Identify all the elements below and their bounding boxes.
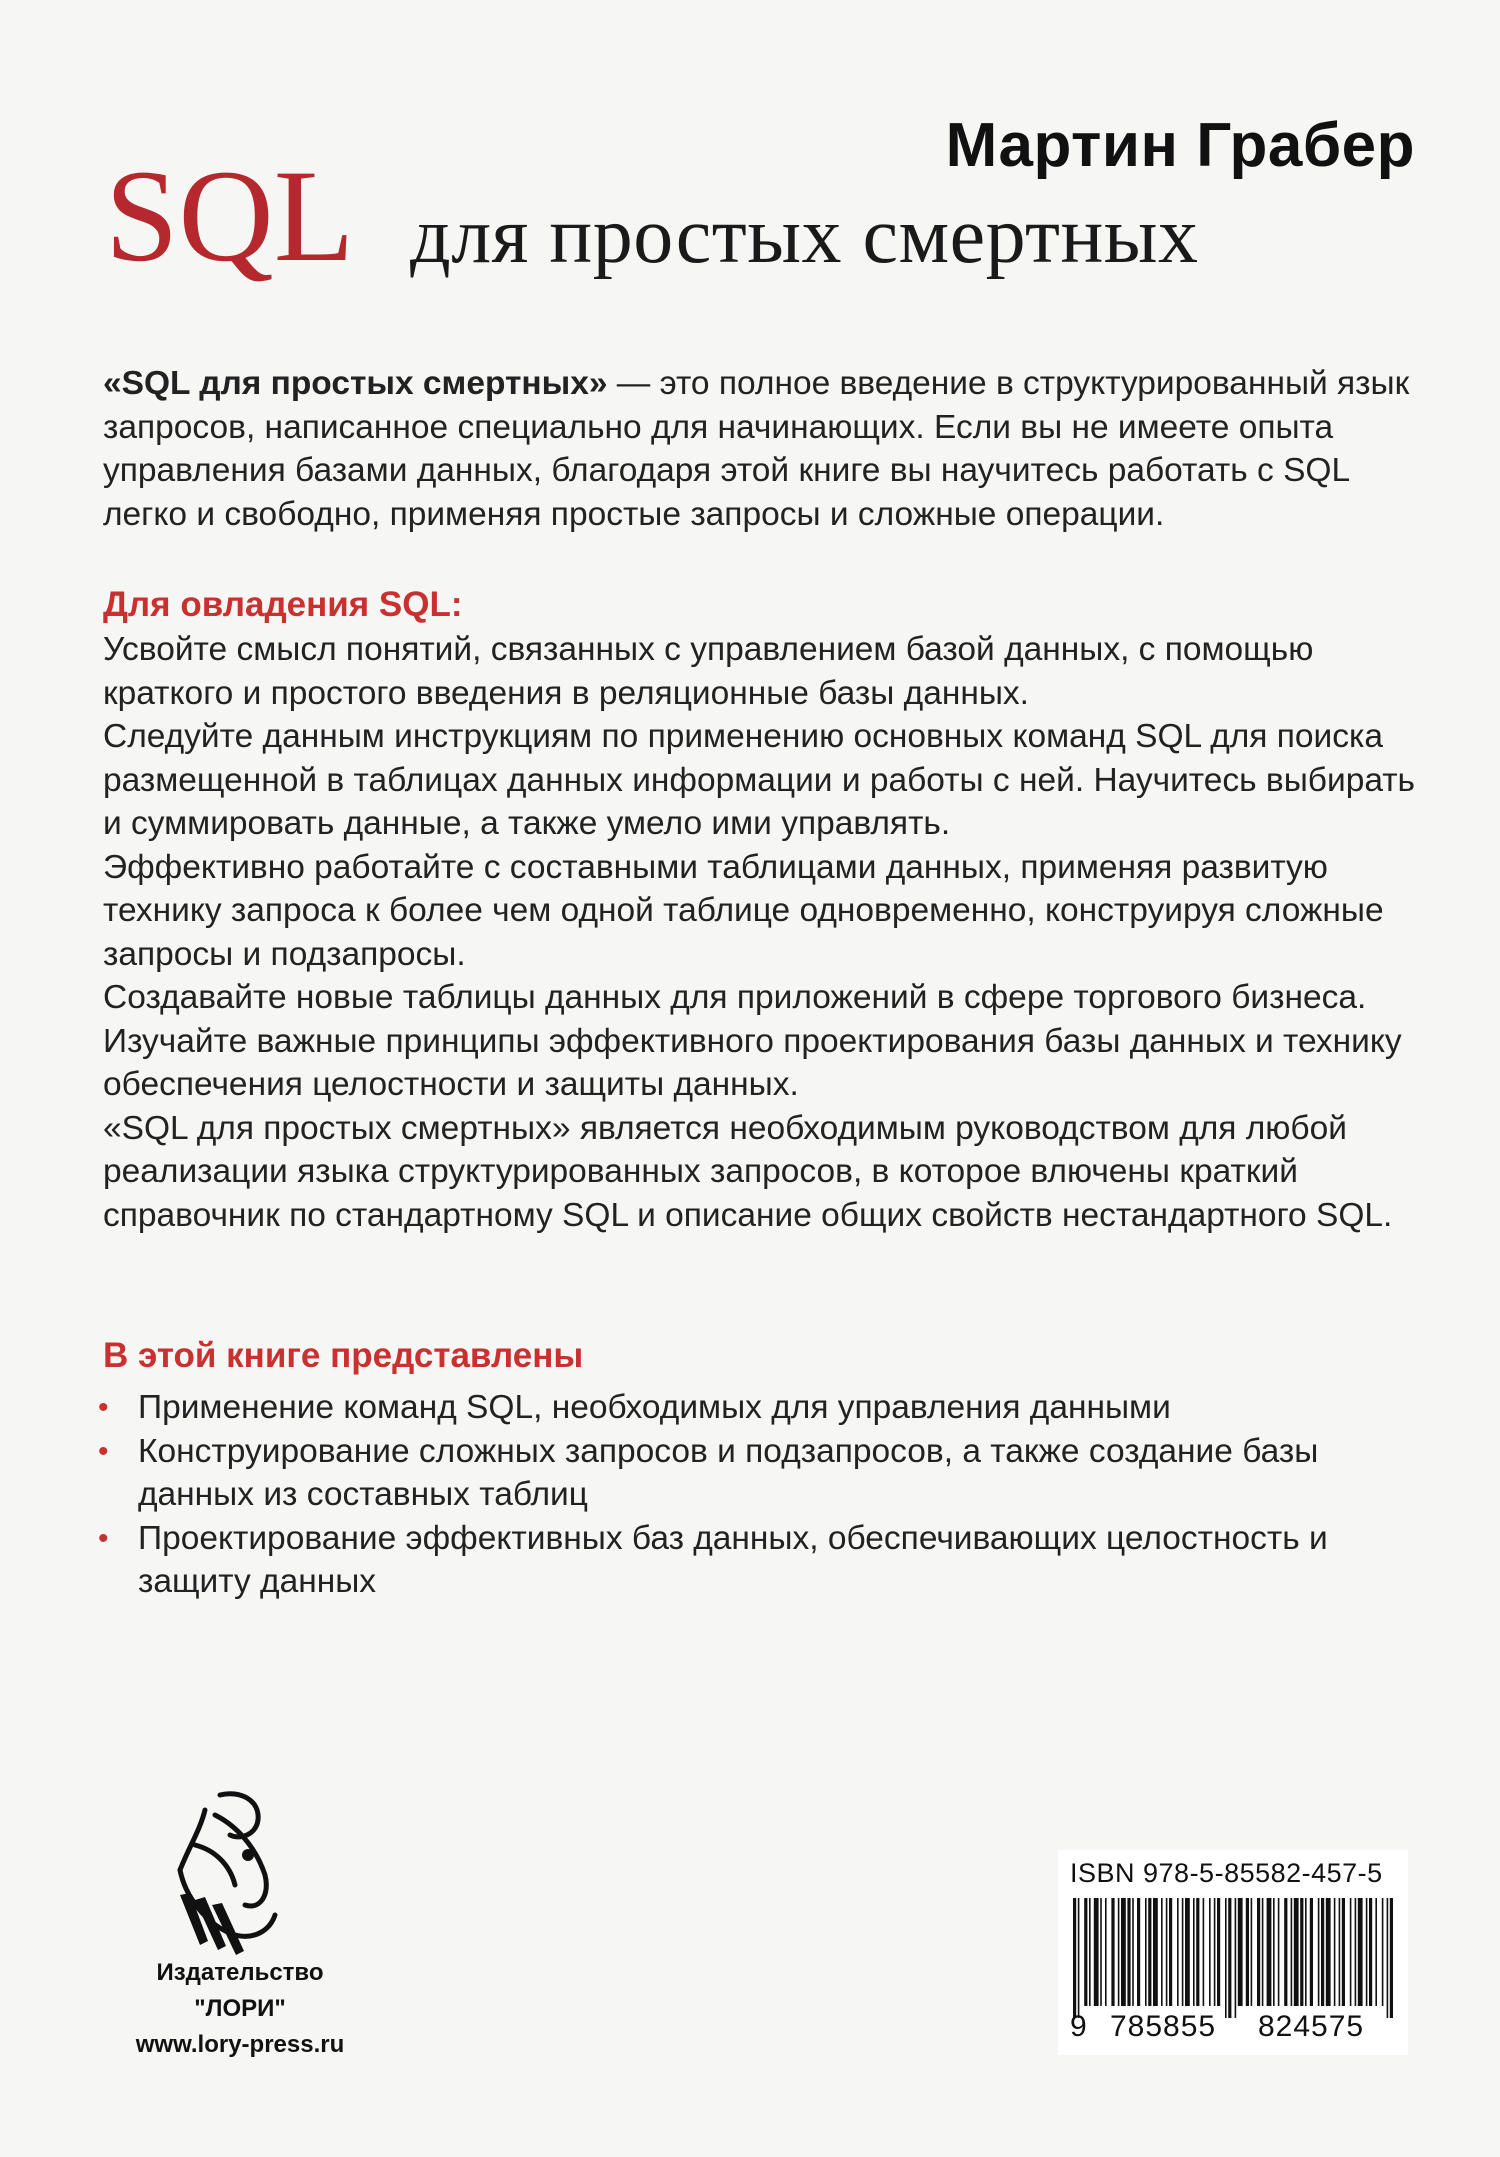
barcode-bar [1238, 1898, 1243, 2006]
barcode-bar [1193, 1898, 1195, 2006]
barcode-bar [1366, 1898, 1368, 2006]
barcode-bar [1339, 1898, 1341, 2006]
barcode-bar [1089, 1898, 1091, 2006]
barcode-bar [1161, 1898, 1163, 2006]
barcode-bar [1267, 1898, 1272, 2006]
barcode-bar [1111, 1898, 1114, 2006]
section1-body [103, 628, 1423, 1237]
barcode-bar [1387, 1898, 1389, 2018]
barcode-bar [1118, 1898, 1120, 2006]
bullet-icon: • [98, 1434, 109, 1468]
barcode-bar [1217, 1898, 1220, 2006]
barcode-bar [1321, 1898, 1324, 2006]
intro-text: — это полное введение в структурированный язык запросов, написанное специально для начинающих. Если вы не имеете опыта управления базами данных, благодаря этой книге вы научитесь работать с SQL легко и свободно, применяя простые запросы и сложные операции. [103, 365, 1410, 533]
author-name: Мартин Грабер [945, 111, 1415, 180]
publisher-name: "ЛОРИ" [194, 1995, 286, 2022]
title-sql: SQL [105, 142, 355, 289]
barcode-bar [1209, 1898, 1211, 2006]
barcode-bar [1390, 1898, 1393, 2018]
section1-paragraph: Создавайте новые таблицы данных для приложений в сфере торгового бизнеса. Изучайте важные принципы эффективного проектирования базы данных и технику обеспечения целостности и защиты данных. [103, 979, 1402, 1103]
barcode-bar [1291, 1898, 1293, 2006]
barcode-bar [1182, 1898, 1184, 2006]
title-subtitle: для простых смертных [410, 192, 1199, 280]
barcode-bar [1318, 1898, 1320, 2006]
barcode-bar [1300, 1898, 1303, 2006]
barcode-bar [1326, 1898, 1331, 2006]
barcode-bar [1185, 1898, 1190, 2006]
barcode-bar [1369, 1898, 1372, 2006]
barcode-digits-right: 824575 [1258, 2010, 1365, 2043]
barcode-bar [1350, 1898, 1352, 2006]
barcode-bar [1310, 1898, 1313, 2006]
section1-heading: Для овладения SQL: [103, 585, 463, 624]
barcode-bar [1382, 1898, 1384, 2006]
section1-paragraph: Эффективно работайте с составными таблицами данных, применяя развитую технику запроса к более чем одной таблице одновременно, конструируя сложные запросы и подзапросы. [103, 848, 1384, 973]
barcode-bar [1358, 1898, 1363, 2006]
barcode-bar [1305, 1898, 1307, 2006]
barcode-digit-first: 9 [1070, 2010, 1088, 2043]
barcode-bars [1073, 1898, 1395, 2018]
barcode-bar [1278, 1898, 1280, 2006]
list-item [98, 1430, 1418, 1517]
barcode-bar [1127, 1898, 1130, 2006]
barcode-bar [1214, 1898, 1216, 2006]
bullet-icon: • [98, 1391, 109, 1424]
barcode-bar [1246, 1898, 1249, 2006]
barcode-bar [1228, 1898, 1231, 2018]
barcode-bar [1148, 1898, 1151, 2006]
barcode-bar [1355, 1898, 1357, 2006]
barcode-bar [1132, 1898, 1134, 2006]
barcode-bar [1284, 1898, 1287, 2006]
barcode [1058, 1850, 1408, 2055]
barcode-bar [1073, 1898, 1076, 2018]
barcode-bar [1137, 1898, 1140, 2006]
features-list [98, 1386, 1418, 1604]
barcode-bar [1100, 1898, 1102, 2006]
bullet-icon: • [98, 1521, 109, 1555]
barcode-bar [1153, 1898, 1158, 2006]
list-item-text: Применение команд SQL, необходимых для управления данными [138, 1389, 1171, 1426]
barcode-bar [1105, 1898, 1107, 2006]
barcode-bar [1342, 1898, 1345, 2006]
list-item-text: Проектирование эффективных баз данных, обеспечивающих целостность и защиту данных [138, 1519, 1328, 1600]
list-item [98, 1517, 1418, 1604]
barcode-bar [1225, 1898, 1227, 2018]
section2-heading: В этой книге представлены [103, 1336, 584, 1375]
publisher-logo-icon [160, 1785, 290, 1965]
section1-paragraph: Усвойте смысл понятий, связанных с управлением базой данных, с помощью краткого и простого введения в реляционные базы данных. [103, 631, 1314, 712]
barcode-bar [1169, 1898, 1172, 2006]
barcode-bar [1375, 1898, 1377, 2006]
barcode-digits-left: 785855 [1110, 2010, 1217, 2043]
barcode-bar [1294, 1898, 1299, 2006]
barcode-bar [1334, 1898, 1336, 2006]
barcode-bar [1078, 1898, 1080, 2018]
barcode-bar [1257, 1898, 1260, 2006]
barcode-bar [1273, 1898, 1275, 2006]
publisher-url: www.lory-press.ru [135, 2031, 345, 2058]
barcode-bar [1262, 1898, 1264, 2006]
barcode-bar [1121, 1898, 1126, 2006]
barcode-bar [1094, 1898, 1099, 2006]
barcode-bar [1196, 1898, 1199, 2006]
barcode-bar [1177, 1898, 1179, 2006]
barcode-bar [1166, 1898, 1168, 2006]
isbn-number: ISBN 978-5-85582-457-5 [1070, 1858, 1383, 1888]
barcode-bar [1145, 1898, 1147, 2006]
intro-bold: «SQL для простых смертных» [103, 365, 608, 402]
barcode-bar [1251, 1898, 1253, 2006]
section1-paragraph: Следуйте данным инструкциям по применению основных команд SQL для поиска размещенной в таблицах данных информации и работы с ней. Научитесь выбирать и суммировать данные, а также умело ими управлять. [103, 718, 1416, 842]
barcode-bar [1084, 1898, 1087, 2006]
section1-paragraph: «SQL для простых смертных» является необходимым руководством для любой реализации языка структурированных запросов, в которое влючены краткий справочник по стандартному SQL и описание общих свойств нестандартного SQL. [103, 1109, 1393, 1234]
barcode-bar [1235, 1898, 1237, 2018]
list-item-text: Конструирование сложных запросов и подзапросов, а также создание базы данных из составных таблиц [138, 1432, 1319, 1513]
list-item [98, 1386, 1418, 1430]
barcode-bar [1203, 1898, 1205, 2006]
publisher-label: Издательство [156, 1959, 324, 1986]
intro-paragraph [103, 362, 1423, 536]
publisher-info [90, 1955, 390, 2063]
